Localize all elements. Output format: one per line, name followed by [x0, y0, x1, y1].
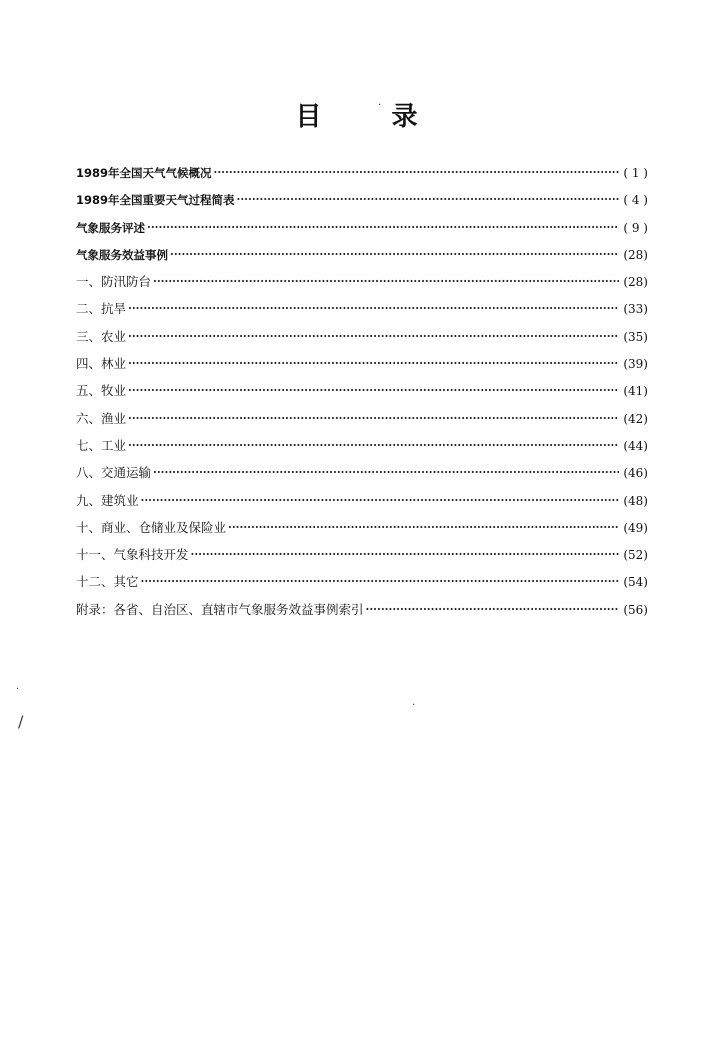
- toc-entry-label: 六、渔业: [76, 410, 127, 426]
- page-title-char-2: 录: [391, 102, 418, 132]
- toc-dot-leader: [366, 601, 620, 619]
- toc-page-number: ( 1 ): [623, 166, 648, 180]
- toc-dot-leader: [128, 382, 619, 400]
- page-title: [0, 96, 713, 133]
- toc-page-number: (46): [623, 466, 648, 481]
- toc-entry-label: 八、交通运输: [76, 465, 152, 481]
- toc-entry[interactable]: [76, 573, 648, 600]
- toc-entry-label: 一、防汛防台: [76, 274, 152, 290]
- toc-dot-leader: [141, 492, 620, 510]
- toc-entry[interactable]: [76, 355, 648, 382]
- toc-dot-leader: [128, 437, 619, 455]
- toc-dot-leader: [128, 328, 619, 346]
- toc-page-number: (41): [623, 384, 648, 399]
- toc-page-number: (44): [623, 438, 648, 453]
- toc-page-number: (52): [623, 548, 648, 563]
- toc-dot-leader: [228, 519, 619, 537]
- scan-speck: ·: [16, 684, 20, 695]
- toc-entry-label: 气象服务效益事例: [76, 247, 168, 262]
- toc-dot-leader: [153, 464, 619, 482]
- toc-entry[interactable]: [76, 328, 648, 355]
- toc-entry-label: 附录：各省、自治区、直辖市气象服务效益事例索引: [76, 601, 364, 617]
- scan-speck: ·: [378, 100, 382, 111]
- toc-page-number: (28): [623, 275, 648, 290]
- toc-dot-leader: [128, 355, 619, 373]
- toc-entry-label: 气象服务评述: [76, 220, 145, 235]
- toc-page-number: (33): [623, 302, 648, 317]
- toc-entry[interactable]: [76, 519, 648, 546]
- scan-speck: /: [18, 712, 24, 731]
- toc-page-number: ( 4 ): [623, 193, 648, 208]
- toc-dot-leader: [147, 219, 619, 237]
- toc-entry[interactable]: [76, 300, 648, 327]
- toc-entry[interactable]: [76, 273, 648, 300]
- toc-page-number: (35): [623, 329, 648, 344]
- toc-dot-leader: [214, 164, 620, 182]
- toc-entry[interactable]: [76, 410, 648, 437]
- toc-entry[interactable]: [76, 246, 648, 273]
- toc-entry-label: 十、商业、仓储业及保险业: [76, 519, 227, 535]
- page-title-char-1: 目: [295, 102, 322, 132]
- toc-entry[interactable]: [76, 191, 648, 218]
- toc-entry[interactable]: [76, 164, 648, 191]
- scan-speck: ·: [412, 700, 416, 711]
- toc-page-number: (56): [623, 602, 648, 617]
- toc-dot-leader: [153, 273, 619, 291]
- toc-dot-leader: [237, 191, 620, 209]
- toc-entry-label: 十一、气象科技开发: [76, 547, 189, 563]
- toc-entry-label: 1989年全国重要天气过程简表: [76, 193, 235, 208]
- toc-dot-leader: [191, 546, 620, 564]
- toc-page-number: (49): [623, 520, 648, 535]
- toc-dot-leader: [141, 573, 620, 591]
- toc-page-number: (42): [623, 411, 648, 426]
- toc-entry-label: 1989年全国天气气候概况: [76, 166, 212, 180]
- toc-page-number: (39): [623, 357, 648, 372]
- toc-entry-label: 五、牧业: [76, 383, 127, 399]
- toc-dot-leader: [128, 300, 619, 318]
- toc-page-number: (48): [623, 493, 648, 508]
- toc-entry-label: 四、林业: [76, 356, 127, 372]
- toc-entry[interactable]: [76, 492, 648, 519]
- toc-entry[interactable]: [76, 546, 648, 573]
- toc-entry-label: 九、建筑业: [76, 492, 139, 508]
- toc-entry-label: 十二、其它: [76, 574, 139, 590]
- table-of-contents: [76, 164, 648, 628]
- toc-entry[interactable]: [76, 437, 648, 464]
- toc-dot-leader: [170, 246, 619, 264]
- toc-entry-label: 三、农业: [76, 328, 127, 344]
- toc-page-number: (54): [623, 575, 648, 590]
- toc-page-number: ( 9 ): [623, 220, 648, 235]
- toc-page-number: (28): [623, 247, 648, 262]
- toc-entry-label: 二、抗旱: [76, 301, 127, 317]
- toc-entry[interactable]: [76, 219, 648, 246]
- toc-entry[interactable]: [76, 601, 648, 628]
- toc-dot-leader: [128, 410, 619, 428]
- toc-entry-label: 七、工业: [76, 437, 127, 453]
- toc-entry[interactable]: [76, 382, 648, 409]
- toc-entry[interactable]: [76, 464, 648, 491]
